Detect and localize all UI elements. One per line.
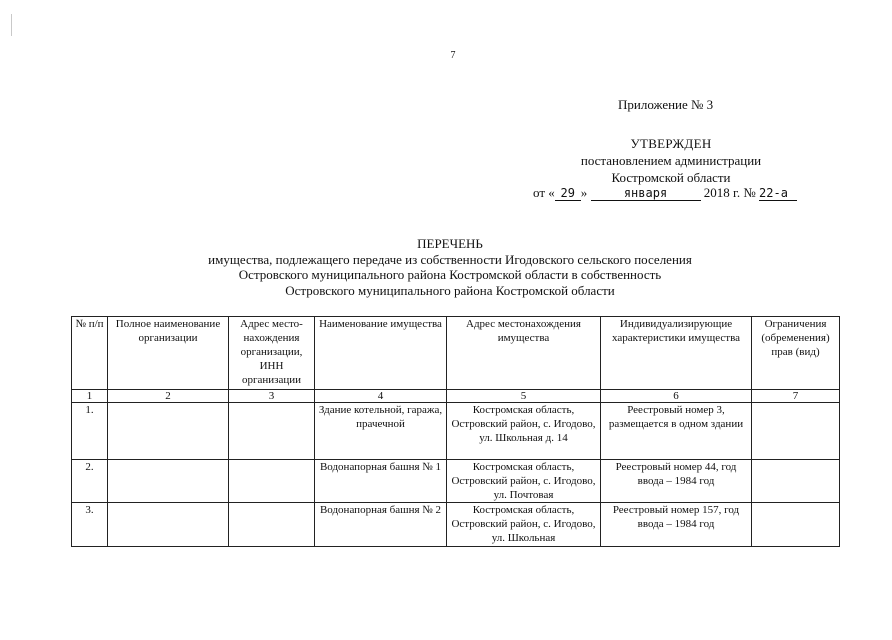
table-header-row <box>72 317 840 390</box>
organization-name-cell <box>108 503 229 547</box>
title-line-2: Островского муниципального района Костромской области в собственность <box>238 267 662 283</box>
header-organization-name: Полное наименование организации <box>108 317 229 390</box>
property-address-cell: Костромская область, Островский район, с. Игодово, ул. Школьная д. 14 <box>447 403 601 460</box>
organization-address-cell <box>229 503 315 547</box>
decree-number: 22-а <box>759 186 797 201</box>
title-heading: ПЕРЕЧЕНЬ <box>417 236 483 251</box>
column-number: 1 <box>72 390 108 403</box>
header-restrictions: Ограничения (обременения) прав (вид) <box>752 317 840 390</box>
row-number: 2. <box>72 460 108 503</box>
column-number: 6 <box>601 390 752 403</box>
column-number-row <box>72 390 840 403</box>
column-number: 3 <box>229 390 315 403</box>
title-line-3: Островского муниципального района Костромской области <box>285 282 615 298</box>
table-row <box>72 503 840 547</box>
restrictions-cell <box>752 503 840 547</box>
decree-mid: » <box>580 185 588 200</box>
characteristics-cell: Реестровый номер 157, год ввода – 1984 год <box>601 503 752 547</box>
appendix-label: Приложение № 3 <box>618 97 714 112</box>
approval-line-2: Костромской области <box>611 170 731 185</box>
row-number: 3. <box>72 503 108 547</box>
column-number: 4 <box>315 390 447 403</box>
property-name-cell: Водонапорная башня № 1 <box>315 460 447 503</box>
organization-name-cell <box>108 403 229 460</box>
property-address-cell: Костромская область, Островский район, с. Игодово, ул. Почтовая <box>447 460 601 503</box>
header-organization-address: Адрес место-нахождения организации, ИНН организации <box>229 317 315 390</box>
organization-address-cell <box>229 460 315 503</box>
decree-year: 2018 г. № <box>703 185 756 200</box>
approval-block <box>470 135 872 186</box>
organization-address-cell <box>229 403 315 460</box>
approval-heading: УТВЕРЖДЕН <box>630 136 712 151</box>
column-number: 2 <box>108 390 229 403</box>
header-number: № п/п <box>72 317 108 390</box>
approval-line-1: постановлением администрации <box>580 153 762 168</box>
column-number: 7 <box>752 390 840 403</box>
property-table <box>71 316 840 547</box>
restrictions-cell <box>752 460 840 503</box>
scan-edge-mark <box>11 14 12 36</box>
property-name-cell: Здание котельной, гаража, прачечной <box>315 403 447 460</box>
header-property-name: Наименование имущества <box>315 317 447 390</box>
title-line-1: имущества, подлежащего передаче из собственности Игодовского сельского поселения <box>208 251 692 267</box>
decree-month: января <box>591 186 701 201</box>
decree-day: 29 <box>555 186 581 201</box>
column-number: 5 <box>447 390 601 403</box>
characteristics-cell: Реестровый номер 44, год ввода – 1984 год <box>601 460 752 503</box>
table-row <box>72 460 840 503</box>
page-number: 7 <box>450 50 456 61</box>
restrictions-cell <box>752 403 840 460</box>
table-row <box>72 403 840 460</box>
document-title <box>100 236 800 298</box>
header-characteristics: Индивидуализирующие характеристики имущества <box>601 317 752 390</box>
characteristics-cell: Реестровый номер 3, размещается в одном здании <box>601 403 752 460</box>
property-name-cell: Водонапорная башня № 2 <box>315 503 447 547</box>
property-address-cell: Костромская область, Островский район, с. Игодово, ул. Школьная <box>447 503 601 547</box>
decree-reference <box>533 185 797 201</box>
row-number: 1. <box>72 403 108 460</box>
header-property-address: Адрес местонахождения имущества <box>447 317 601 390</box>
decree-prefix: от « <box>533 185 555 200</box>
organization-name-cell <box>108 460 229 503</box>
